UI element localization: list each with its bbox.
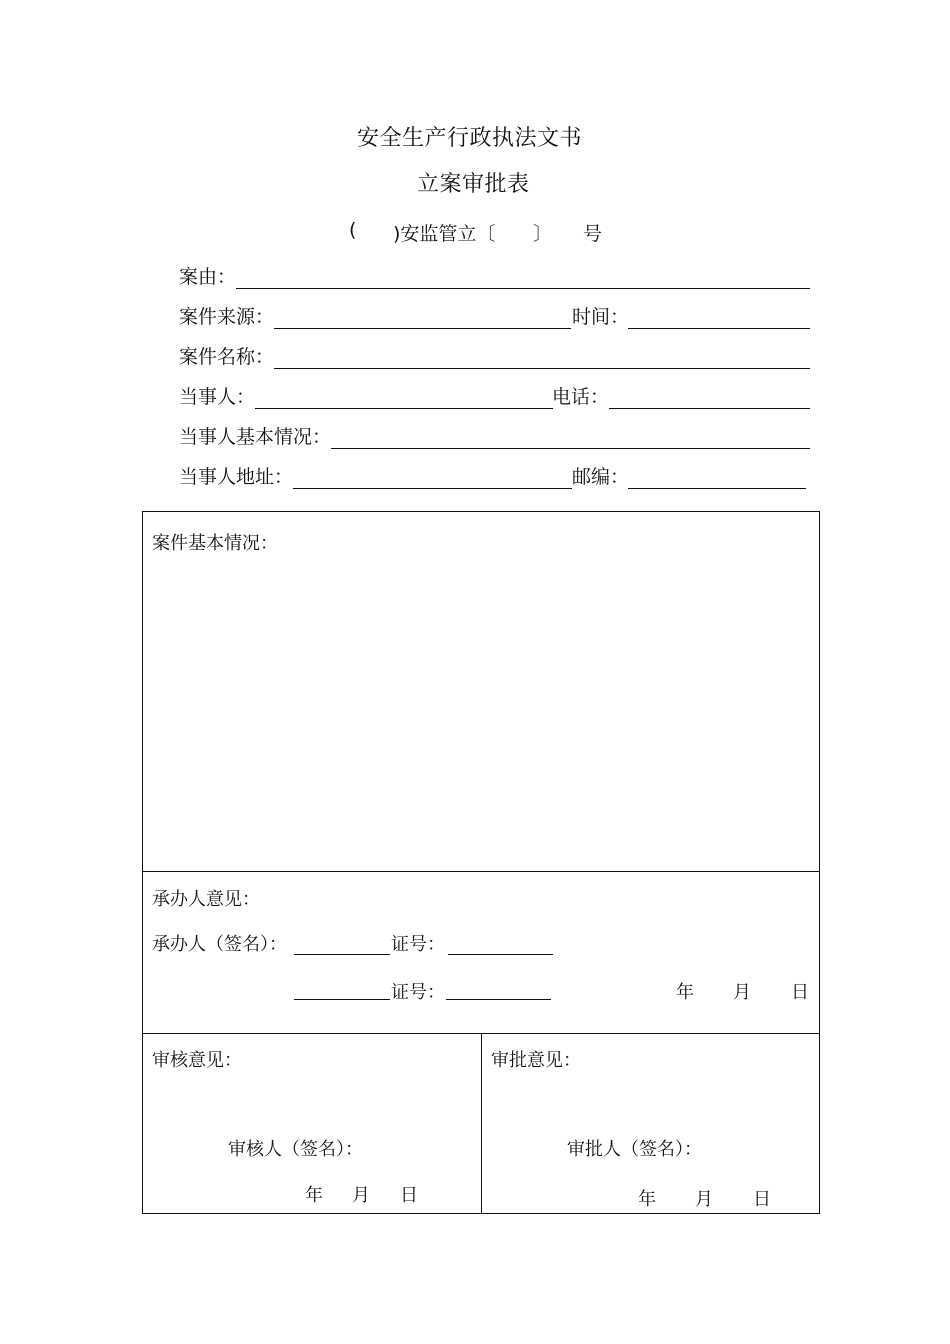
case-basic-info-area[interactable] <box>150 560 810 860</box>
approval-date-year: 年 <box>638 1189 656 1210</box>
postcode-label: 邮编： <box>572 466 630 488</box>
party-label: 当事人： <box>179 386 256 408</box>
doc-number-suffix: 号 <box>583 223 603 245</box>
doc-number-middle: )安监管立〔 <box>393 223 496 245</box>
handler-signature-field-2[interactable] <box>294 999 390 1000</box>
approval-date-month: 月 <box>695 1189 713 1210</box>
handler-signature-label: 承办人（签名）： <box>152 934 287 955</box>
doc-number-open-paren: ( <box>349 219 357 241</box>
approval-opinion-label: 审批意见： <box>491 1050 581 1071</box>
review-opinion-label: 审核意见： <box>152 1050 242 1071</box>
postcode-field[interactable] <box>628 488 806 489</box>
approver-signature-label: 审批人（签名）： <box>567 1139 702 1160</box>
cert-no-2-field[interactable] <box>446 999 551 1000</box>
handler-opinion-label: 承办人意见： <box>152 889 260 910</box>
document-title: 安全生产行政执法文书 <box>357 126 583 151</box>
handler-signature-field-1[interactable] <box>294 954 390 955</box>
cert-no-1-label: 证号： <box>391 934 445 955</box>
table-divider-1 <box>142 871 820 872</box>
handler-date-month: 月 <box>733 982 751 1003</box>
phone-label: 电话： <box>552 386 610 408</box>
doc-number-close-bracket: 〕 <box>533 223 553 245</box>
approval-date-day: 日 <box>753 1189 771 1210</box>
case-source-field[interactable] <box>274 328 571 329</box>
review-date-day: 日 <box>400 1185 418 1206</box>
table-divider-vertical <box>481 1033 482 1214</box>
case-source-label: 案件来源： <box>179 306 275 328</box>
cert-no-2-label: 证号： <box>391 982 445 1003</box>
review-date-year: 年 <box>305 1185 323 1206</box>
party-address-label: 当事人地址： <box>179 466 294 488</box>
case-reason-label: 案由： <box>179 266 237 288</box>
case-reason-field[interactable] <box>236 288 810 289</box>
party-basic-info-field[interactable] <box>331 448 810 449</box>
case-basic-info-label: 案件基本情况： <box>152 533 278 554</box>
party-address-field[interactable] <box>293 488 572 489</box>
cert-no-1-field[interactable] <box>448 954 553 955</box>
party-field[interactable] <box>255 408 553 409</box>
time-label: 时间： <box>572 306 630 328</box>
case-name-field[interactable] <box>274 368 810 369</box>
time-field[interactable] <box>628 328 810 329</box>
handler-date-day: 日 <box>791 982 809 1003</box>
phone-field[interactable] <box>609 408 810 409</box>
case-name-label: 案件名称： <box>179 346 275 368</box>
document-subtitle: 立案审批表 <box>417 172 530 197</box>
reviewer-signature-label: 审核人（签名）： <box>228 1139 363 1160</box>
review-date-month: 月 <box>352 1185 370 1206</box>
party-basic-info-label: 当事人基本情况： <box>179 426 332 448</box>
handler-date-year: 年 <box>676 982 694 1003</box>
